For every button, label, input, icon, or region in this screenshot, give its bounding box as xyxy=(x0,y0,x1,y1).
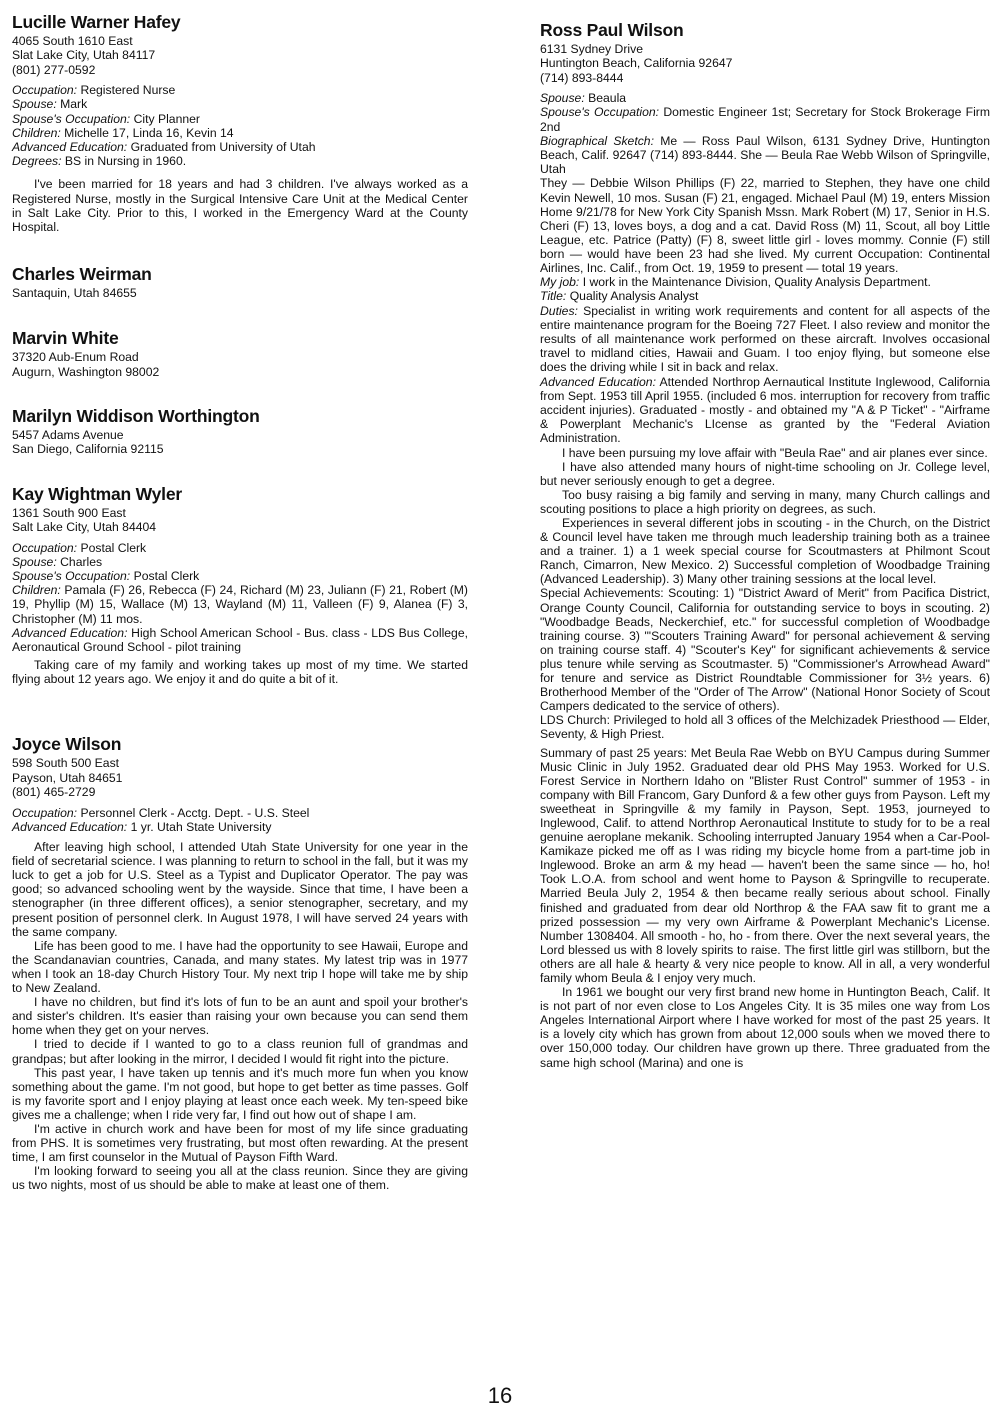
spouse: Spouse: Beaula xyxy=(540,91,627,106)
person-name: Lucille Warner Hafey xyxy=(12,12,181,32)
address-line: Salt Lake City, Utah 84404 xyxy=(12,520,157,535)
person-name: Charles Weirman xyxy=(12,263,152,284)
phone: (801) 465-2729 xyxy=(12,785,96,800)
advanced-education: Advanced Education: Attended Northrop Aernautical Institute Inglewood, California from Sept. 1953 till April 1955. (included 6 mos. interruption for recovery from traffic accident injuries). Graduated - mostly - and obtained my "A & P Ticket" - "Airframe & Powerplant Mechanic's LIcense as granted by the "Federal Aviation Administration. xyxy=(540,374,991,446)
summary: Summary of past 25 years: Met Beula Rae Webb on BYU Campus during Summer Music Clinic in July 1952. Graduated dear old PHS May 1953. Worked for U.S. Forest Service in Northern Idaho on "Blister Rust Control" summer of 1953 - in company with Bill Francom, Gary Dunford & a few other guys from Payson. Left my sweetheat in Springville & my family in Payson, Sept. 1953, journeyed to Inglewood, Calif. to attend Northrop Aeronautical Institute to study for to be a real genuine aeroplane mekanik. Schooling interrupted January 1954 when a Car-Pool-Kamikaze picked me off as I was riding my bicycle home from a part-time job in Inglewood. Broke an arm & my head — haven't been the same since — ho, ho! Took L.O.A. from school and went home to Payson & Springville to recuperate. Married Beula July 2, 1954 & then became really serious about school. Finally finished and graduated from dear old Northrop & the FAA saw fit to grant me a prized possession — my very own Airframe & Powerplant Mechanic's License. Number 1308404. All smooth - ho, ho - from there. Over the next several years, the Lord blessed us with 8 lovely spirits to raise. The first little girl was stillborn, but the others are all hale & hearty & very nice people to know. All in all, a very wonderful family whom Beula & I enjoy very much. xyxy=(540,745,990,985)
person-name: Kay Wightman Wyler xyxy=(12,483,182,504)
entry-white xyxy=(12,328,468,379)
biographical-sketch: Biographical Sketch: Me — Ross Paul Wilson, 6131 Sydney Drive, Huntington Beach, Calif. 92647 (714) 893-8444. She — Beula Rae Webb Wilson of Springville, Utah xyxy=(540,133,990,177)
occupation: Occupation: Registered Nurse xyxy=(12,83,176,98)
biography-paragraph: I have no children, but find it's lots of fun to be an aunt and spoil your brother's and sister's children. It's easier than raising your own because you can send them home when they get on your nerves. xyxy=(12,995,468,1038)
address-line: Huntington Beach, California 92647 xyxy=(540,56,733,71)
address-line: Santaquin, Utah 84655 xyxy=(12,285,137,300)
biography-paragraph: In 1961 we bought our very first brand new home in Huntington Beach, Calif. It is not part of nor even close to Los Angeles City. It is 35 miles one way from Los Angeles International Airport where I have worked for most of the past 25 years. It is a lovely city which has grown from about 12,000 souls when we moved there to over 150,000 today. Our children have grown up there. Three graduated from the same high school (Marina) and one is xyxy=(540,985,990,1070)
address-line: Slat Lake City, Utah 84117 xyxy=(12,48,156,63)
biography-paragraph: Life has been good to me. I have had the opportunity to see Hawaii, Europe and the Scandanavian countries, Canada, and many states. My latest trip was in 1977 when I took an 18-day Church History Tour. My next trip I hope will take me by ship to New Zealand. xyxy=(12,938,468,996)
job-title: Title: Quality Analysis Analyst xyxy=(540,289,699,304)
biography-paragraph: I'm active in church work and have been for most of my life since graduating from PHS. It is sometimes very frustrating, but most often rewarding. At the present time, I am first counselor in the Mutual of Payson Fifth Ward. xyxy=(12,1121,468,1165)
advanced-education: Advanced Education: Graduated from University of Utah xyxy=(12,140,316,155)
person-name: Marilyn Widdison Worthington xyxy=(12,406,260,427)
address-line: 37320 Aub-Enum Road xyxy=(12,350,139,365)
spouse-occupation: Spouse's Occupation: Domestic Engineer 1st; Secretary for Stock Brokerage Firm 2nd xyxy=(540,105,990,134)
entry-joyce-wilson xyxy=(12,734,468,1192)
spouse: Spouse: Charles xyxy=(12,554,103,569)
children-paragraph: They — Debbie Wilson Phillips (F) 22, married to Stephen, they have one child Kevin Newell, 10 mos. Susan (F) 21, engaged. Michael Paul (M) 19, enters Mission Home 9/21/78 for New York City Spanish Mssn. Mark Robert (M) 17, Senior in H.S. Cheri (F) 13, loves boys, a dog and a cat. David Ross (M) 11, Scout, all boy Little League, etc. Patrice (Patty) (F) 8, sweet little girl - loves mommy. Connie (F) still born — would have been 23 had she lived. My current Occupation: Continental Airlines, Inc. Calif., from Oct. 19, 1959 to present — total 19 years. xyxy=(540,176,990,275)
biography-paragraph: I have also attended many hours of night-time schooling on Jr. College level, but never seriously enough to get a degree. xyxy=(540,459,990,488)
duties: Duties: Specialist in writing work requirements and content for all aspects of the entire maintenance program for the Boeing 727 Fleet. I also review and monitor the results of all maintenance work performed on these aircraft. Involves occasional travel to midland cities, Hawaii and Guam. I too enjoy flying, but someone else does the driving while I sit in back and relax. xyxy=(540,303,990,375)
occupation: Occupation: Postal Clerk xyxy=(12,540,147,555)
biography-paragraph: I tried to decide if I wanted to go to a class reunion full of grandmas and grandpas; but after looking in the mirror, I decided I would fit right into the picture. xyxy=(12,1037,468,1066)
advanced-education: Advanced Education: High School American School - Bus. class - LDS Bus College, Aeronautical Ground School - pilot training xyxy=(12,625,469,655)
my-job: My job: I work in the Maintenance Division, Quality Analysis Department. xyxy=(540,275,931,290)
lds-church: LDS Church: Privileged to hold all 3 offices of the Melchizadek Priesthood — Elder, Seventy, & High Priest. xyxy=(540,713,990,742)
phone: (801) 277-0592 xyxy=(12,62,96,77)
entry-worthington xyxy=(12,406,468,457)
degrees: Degrees: BS in Nursing in 1960. xyxy=(12,154,187,169)
children: Children: Michelle 17, Linda 16, Kevin 14 xyxy=(12,125,234,140)
special-achievements: Special Achievements: Scouting: 1) "District Award of Merit" from Pacifica District, Orange County Council, California for outstanding service to boys in scouting. 2) "Woodbadge Beads, Neckerchief, etc." for successful completion of Woodbadge training course. 3) "'Scouters Training Award" for personal achievement & serving on training course staff. 4) "Scouter's Key" for significant achievements & service plus tenure while serving as Scoutmaster. 5) "Commissioner's Arrowhead Award" for tenure and service as District Roundtable Commissioner for 3½ years. 6) Brotherhood Member of the "Order of The Arrow" (National Honor Society of Scout Campers dedicated to the service of others). xyxy=(540,586,990,714)
occupation: Occupation: Personnel Clerk - Acctg. Dept. - U.S. Steel xyxy=(12,805,310,820)
person-name: Ross Paul Wilson xyxy=(540,20,684,40)
biography-paragraph: After leaving high school, I attended Utah State University for one year in the field of secretarial science. I was planning to return to school in the fall, but it was my luck to get a job for U.S. Steel as a Typist and Duplicator Operator. The pay was good; so advanced schooling went by the wayside. Since that time, I have been a stenographer (in three different offices), a senior stenographer, secretary, and my present position of personnel clerk. In August 1978, I will have served 24 years with the same company. xyxy=(12,840,468,939)
right-column xyxy=(540,12,990,1070)
advanced-education: Advanced Education: 1 yr. Utah State University xyxy=(12,819,272,834)
biography-paragraph: Experiences in several different jobs in scouting - in the Church, on the District & Council level have taken me through much leadership training both as a trainee and a trainer. 1) a 1 week special course for Scoutmasters at Philmont Scout Ranch, Cimarron, New Mexico. 2) Successful completion of Woodbadge Training (Advanced Leadership). 3) Many other training sessions at the local level. xyxy=(540,516,990,587)
biography: I've been married for 18 years and had 3 children. I've always worked as a Registered Nurse, mostly in the Surgical Intensive Care Unit at the Medical Center in Salt Lake City. Prior to this, I worked in the Emergency Ward at the County Hospital. xyxy=(12,177,468,234)
entry-wyler xyxy=(12,484,468,687)
biography-paragraph: I'm looking forward to seeing you all at the class reunion. Since they are giving us two nights, most of us should be able to make at least one of them. xyxy=(12,1164,468,1193)
person-name: Marvin White xyxy=(12,328,119,349)
entry-hafey xyxy=(12,12,468,234)
address-line: 598 South 500 East xyxy=(12,756,120,771)
biography-paragraph: I have been pursuing my love affair with "Beula Rae" and air planes ever since. xyxy=(562,445,988,460)
person-name: Joyce Wilson xyxy=(12,734,122,755)
address-line: 4065 South 1610 East xyxy=(12,34,133,48)
spouse: Spouse: Mark xyxy=(12,97,88,112)
phone: (714) 893-8444 xyxy=(540,70,624,85)
address-line: Augurn, Washington 98002 xyxy=(12,364,160,379)
entry-ross-wilson xyxy=(540,20,990,1070)
children: Children: Pamala (F) 26, Rebecca (F) 24, Richard (M) 23, Juliann (F) 21, Robert (M) 19, Phyllip (M) 15, Wallace (M) 13, Wayland (M) 11, Valleen (F) 9, Alanea (F) 3, Christopher (M) 11 mos. xyxy=(12,583,468,626)
address-line: San Diego, California 92115 xyxy=(12,442,164,457)
address-line: 6131 Sydney Drive xyxy=(540,42,643,56)
page-number: 16 xyxy=(487,1383,513,1408)
address-line: 5457 Adams Avenue xyxy=(12,428,124,443)
biography-paragraph: This past year, I have taken up tennis and it's much more fun when you know something about the game. I'm not good, but hope to get better as time passes. Golf is my favorite sport and I enjoy playing at least once each week. My ten-speed bike gives me a challenge; when I ride very far, I find out how out of shape I am. xyxy=(12,1065,468,1122)
address-line: Payson, Utah 84651 xyxy=(12,770,123,785)
spouse-occupation: Spouse's Occupation: Postal Clerk xyxy=(12,569,200,584)
entry-weirman xyxy=(12,264,468,300)
spouse-occupation: Spouse's Occupation: City Planner xyxy=(12,111,200,126)
biography-paragraph: Too busy raising a big family and serving in many, many Church callings and scouting positions to place a high priority on degrees, as such. xyxy=(540,487,990,516)
biography: Taking care of my family and working takes up most of my time. We started flying about 12 years ago. We enjoy it and do quite a bit of it. xyxy=(12,658,468,687)
address-line: 1361 South 900 East xyxy=(12,505,126,520)
left-column xyxy=(12,12,468,1192)
